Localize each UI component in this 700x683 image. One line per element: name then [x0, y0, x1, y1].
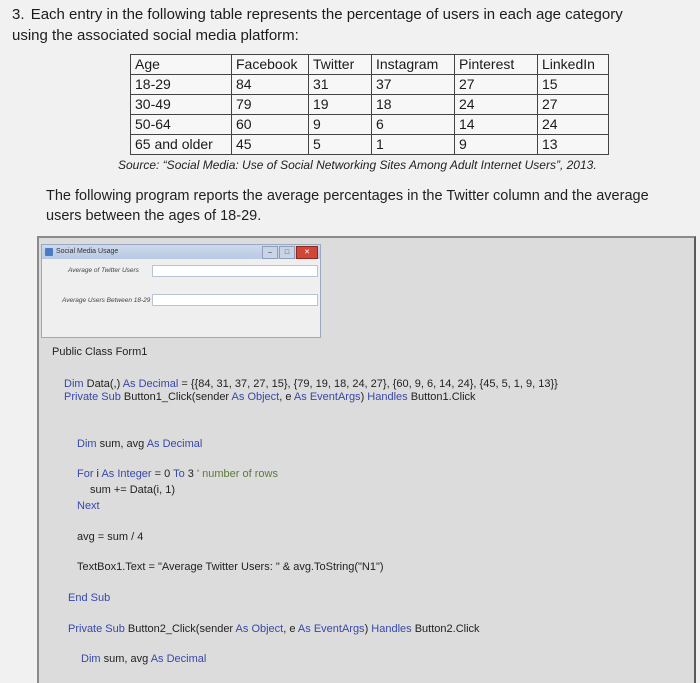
- code-text: avg = sum / 4: [77, 531, 144, 543]
- code-keyword: As Decimal: [122, 378, 179, 390]
- table-cell: 9: [309, 115, 372, 135]
- table-cell: 79: [232, 95, 309, 115]
- paragraph-line2: users between the ages of 18-29.: [46, 208, 262, 224]
- code-line-next: [77, 499, 100, 513]
- code-text: sum += Data(i, 1): [90, 484, 175, 496]
- twitter-average-label: Average of Twitter Users: [68, 267, 139, 274]
- code-text: Button2_Click(sender: [124, 623, 236, 635]
- code-text: Public Class Form1: [52, 346, 148, 358]
- code-keyword: As Integer: [101, 468, 152, 480]
- code-text: 3: [184, 468, 194, 480]
- table-cell: 6: [372, 115, 455, 135]
- code-line-sum: [90, 483, 175, 497]
- table-cell: 37: [372, 75, 455, 95]
- code-text: ): [364, 623, 372, 635]
- table-cell: 18-29: [131, 75, 232, 95]
- code-keyword: End Sub: [68, 592, 111, 604]
- code-keyword: Next: [77, 500, 100, 512]
- code-string: "Average Twitter Users: ": [158, 561, 280, 573]
- header-cell: Age: [131, 55, 232, 75]
- code-keyword: As Object: [231, 391, 280, 403]
- code-comment: ' number of rows: [193, 468, 278, 480]
- code-keyword: Dim: [77, 438, 97, 450]
- header-cell: Instagram: [372, 55, 455, 75]
- code-keyword: As EventArgs: [293, 391, 361, 403]
- code-text: TextBox1.Text =: [77, 561, 159, 573]
- minimize-button[interactable]: –: [262, 246, 278, 259]
- code-keyword: As EventArgs: [297, 623, 365, 635]
- table-cell: 50-64: [131, 115, 232, 135]
- code-line-button1-sub: [64, 390, 476, 404]
- usage-table: [130, 54, 609, 155]
- table-row: [131, 135, 609, 155]
- close-button[interactable]: ✕: [296, 246, 318, 259]
- table-cell: 60: [232, 115, 309, 135]
- question-number: 3.: [12, 6, 25, 23]
- code-text: sum, avg: [100, 653, 151, 665]
- code-line-class: [52, 345, 147, 359]
- table-row: [131, 95, 609, 115]
- code-keyword: Handles: [371, 623, 412, 635]
- table-cell: 30-49: [131, 95, 232, 115]
- code-text: Button2.Click: [411, 623, 480, 635]
- twitter-average-textbox[interactable]: [152, 265, 318, 277]
- table-cell: 84: [232, 75, 309, 95]
- code-text: i: [93, 468, 102, 480]
- code-line-textbox: [77, 560, 384, 574]
- code-keyword: For: [77, 468, 94, 480]
- code-line-end-sub: [68, 591, 110, 605]
- table-cell: 65 and older: [131, 135, 232, 155]
- code-keyword: Dim: [81, 653, 101, 665]
- maximize-button[interactable]: □: [279, 246, 295, 259]
- table-cell: 15: [538, 75, 609, 95]
- app-icon: [45, 248, 53, 256]
- table-cell: 27: [455, 75, 538, 95]
- question-text: [12, 4, 692, 46]
- code-text: = {{84, 31, 37, 27, 15}, {79, 19, 18, 24, 27}, {60, 9, 6, 14, 24}, {45, 5, 1, 9, 13}}: [178, 378, 558, 390]
- table-cell: 1: [372, 135, 455, 155]
- header-cell: Pinterest: [455, 55, 538, 75]
- code-line-button2-sub: [68, 622, 480, 636]
- window-buttons: [262, 246, 318, 258]
- age-average-label: Average Users Between 18-29: [62, 297, 151, 304]
- table-source: Source: “Social Media: Use of Social Networking Sites Among Adult Internet Users”, 2013.: [118, 158, 597, 172]
- code-keyword: Handles: [367, 391, 408, 403]
- code-text: Button1_Click(sender: [120, 391, 232, 403]
- table-cell: 31: [309, 75, 372, 95]
- table-header-row: [131, 55, 609, 75]
- form-title: Social Media Usage: [56, 248, 119, 255]
- code-keyword: Private Sub: [68, 623, 125, 635]
- table-cell: 27: [538, 95, 609, 115]
- header-cell: LinkedIn: [538, 55, 609, 75]
- code-keyword: Dim: [64, 378, 84, 390]
- form-titlebar[interactable]: [42, 245, 320, 259]
- table-cell: 24: [538, 115, 609, 135]
- code-keyword: Private Sub: [64, 391, 121, 403]
- table-cell: 13: [538, 135, 609, 155]
- table-cell: 5: [309, 135, 372, 155]
- code-keyword: As Decimal: [146, 438, 203, 450]
- code-text: = 0: [151, 468, 174, 480]
- form-preview-window: [41, 244, 321, 338]
- code-keyword: As Object: [235, 623, 284, 635]
- table-cell: 18: [372, 95, 455, 115]
- question-line2: using the associated social media platform:: [12, 27, 299, 44]
- code-text: ): [360, 391, 368, 403]
- code-line-dim-data: [64, 377, 558, 391]
- code-text: & avg.ToString("N1"): [279, 561, 384, 573]
- table-cell: 14: [455, 115, 538, 135]
- table-cell: 24: [455, 95, 538, 115]
- table-row: [131, 75, 609, 95]
- table-cell: 45: [232, 135, 309, 155]
- code-line-dim-sum: [77, 437, 202, 451]
- code-text: , e: [283, 623, 298, 635]
- table-row: [131, 115, 609, 135]
- table-cell: 19: [309, 95, 372, 115]
- code-line-dim-sum-2: [81, 652, 206, 666]
- code-text: Button1.Click: [407, 391, 476, 403]
- code-line-avg: [77, 530, 143, 544]
- code-text: , e: [279, 391, 294, 403]
- code-text: Data(,): [83, 378, 123, 390]
- code-keyword: As Decimal: [150, 653, 207, 665]
- paragraph-line1: The following program reports the average percentages in the Twitter column and the average: [46, 188, 649, 204]
- description-paragraph: [46, 186, 686, 226]
- header-cell: Twitter: [309, 55, 372, 75]
- question-line1: Each entry in the following table represents the percentage of users in each age category: [30, 6, 623, 23]
- header-cell: Facebook: [232, 55, 309, 75]
- code-line-for: [77, 467, 278, 481]
- code-text: sum, avg: [96, 438, 147, 450]
- age-average-textbox[interactable]: [152, 294, 318, 306]
- code-keyword: To: [173, 468, 185, 480]
- table-cell: 9: [455, 135, 538, 155]
